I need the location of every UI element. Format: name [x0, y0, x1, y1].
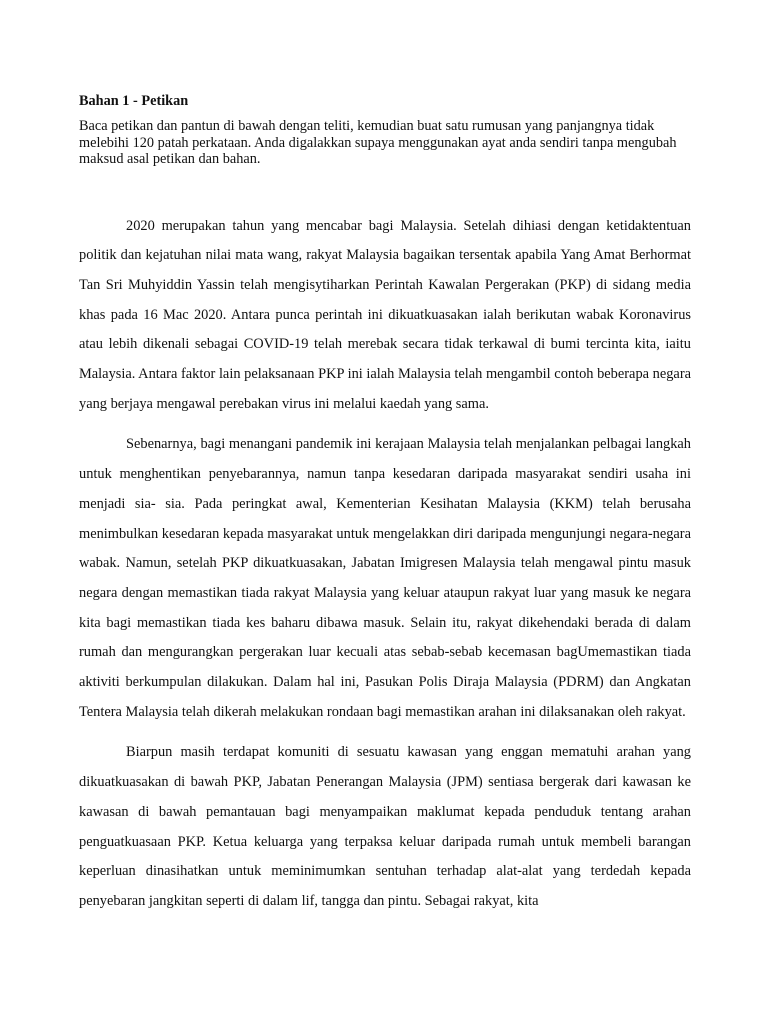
passage-paragraph-1: 2020 merupakan tahun yang mencabar bagi Malaysia. Setelah dihiasi dengan ketidaktentuan politik dan kejatuhan nilai mata wang, rakyat Malaysia bagaikan tersentak apabila Yang Amat Berhormat Tan Sri Muhyiddin Yassin telah mengisytiharkan Perintah Kawalan Pergerakan (PKP) di sidang media khas pada 16 Mac 2020. Antara punca perintah ini dikuatkuasakan ialah berikutan wabak Koronavirus atau lebih dikenali sebagai COVID-19 telah merebak secara tidak terkawal di bumi tercinta kita, iaitu Malaysia. Antara faktor lain pelaksanaan PKP ini ialah Malaysia telah mengambil contoh beberapa negara yang berjaya mengawal perebakan virus ini melalui kaedah yang sama. [79, 217, 691, 412]
instructions-text: Baca petikan dan pantun di bawah dengan teliti, kemudian buat satu rumusan yang panjangnya tidak melebihi 120 patah perkataan. Anda digalakkan supaya menggunakan ayat anda sendiri tanpa mengubah maksud asal petikan dan bahan. [79, 118, 677, 167]
passage-paragraph-3: Biarpun masih terdapat komuniti di sesuatu kawasan yang enggan mematuhi arahan yang dikuatkuasakan di bawah PKP, Jabatan Penerangan Malaysia (JPM) sentiasa bergerak dari kawasan ke kawasan di bawah pemantauan bagi menyampaikan maklumat kepada penduduk tentang arahan penguatkuasaan PKP. Ketua keluarga yang terpaksa keluar daripada rumah untuk membeli barangan keperluan dinasihatkan untuk meminimumkan sentuhan terhadap alat-alat yang terdedah kepada penyebaran jangkitan seperti di dalam lif, tangga dan pintu. Sebagai rakyat, kita [79, 744, 691, 909]
document-content [79, 92, 691, 928]
section-title: Bahan 1 - Petikan [79, 93, 189, 109]
passage-paragraph-2: Sebenarnya, bagi menangani pandemik ini kerajaan Malaysia telah menjalankan pelbagai langkah untuk menghentikan penyebarannya, namun tanpa kesedaran daripada masyarakat sendiri usaha ini menjadi sia- sia. Pada peringkat awal, Kementerian Kesihatan Malaysia (KKM) telah berusaha menimbulkan kesedaran kepada masyarakat untuk mengelakkan diri daripada mengunjungi negara-negara wabak. Namun, setelah PKP dikuatkuasakan, Jabatan Imigresen Malaysia telah mengawal pintu masuk negara dengan memastikan tiada rakyat Malaysia yang keluar ataupun rakyat luar yang masuk ke negara kita bagi memastikan tiada kes baharu dibawa masuk. Selain itu, rakyat dikehendaki berada di dalam rumah dan mengurangkan pergerakan luar kecuali atas sebab-sebab kecemasan bagUmemastikan tiada aktiviti berkumpulan dilakukan. Dalam hal ini, Pasukan Polis Diraja Malaysia (PDRM) dan Angkatan Tentera Malaysia telah dikerah melakukan rondaan bagi memastikan arahan ini dilaksanakan oleh rakyat. [79, 436, 691, 720]
passage-body [79, 212, 691, 917]
